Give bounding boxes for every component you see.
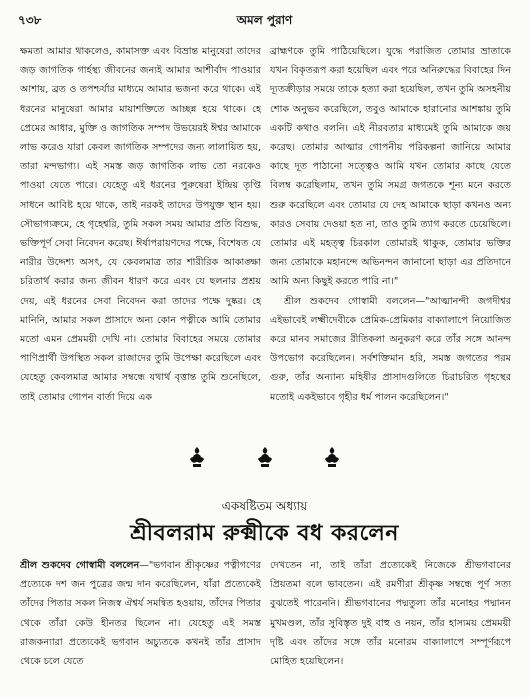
- top-right-column: [270, 42, 511, 424]
- bottom-right-column: [270, 556, 511, 690]
- top-left-column: [20, 42, 261, 424]
- bottom-left-column: [20, 556, 261, 690]
- page-number: ৭৩৮: [18, 13, 42, 27]
- body-paragraph: ক্ষমতা আমার থাকলেও, কামাসক্ত এবং বিভ্রান্ত মানুষেরা তাদের জড় জাগতিক গার্হস্থ্য জীবনের জন্যই আমার আশীর্বাদ পাওয়ার আশায়, ব্রত ও তপশ্চর্যার মাধ্যমে আমার ভজনা করে থাকে। এই ধরনের মানুষেরা আমার মায়াশক্তিতে আচ্ছন্ন হয়ে থাকে। হে প্রেমের আধার, মুক্তি ও জাগতিক সম্পদ উভয়েরই ঈশ্বর আমাকে লাভ করেও যারা কেবল জাগতিক সম্পদের জন্য লালায়িত হয়, তারা মন্দভাগ্য। এই সমস্ত জড় জাগতিক লাভ তো নরকেও পাওয়া যেতে পারে। যেহেতু এই ধরনের পুরুষেরা ইন্দ্রিয় তৃপ্তি সাধনে আবিষ্ট হয়ে থাকে, তাই নরকই তাদের উপযুক্ত স্থান হয়। সৌভাগ্যক্রমে, হে গৃহেশ্বরি, তুমি সকল সময় আমার প্রতি বিশুদ্ধ, ভক্তিপূর্ণ সেবা নিবেদন করেছ। ঈর্ষাপরায়ণদের পক্ষে, বিশেষত যে নারীর উদ্দেশ্য অসৎ, যে কেবলমাত্র তার শারীরিক আকাঙ্ক্ষা চরিতার্থ করার জন্য জীবন ধারণ করে এবং যে ছলনার প্রশ্রয় দেয়, এই ধরনের সেবা নিবেদন করা তাদের পক্ষে দুষ্কর। হে মানিনি, আমার সকল প্রাসাদে অন্য কোন পত্নীকে আমি তোমার মতো এমন প্রেমময়ী দেখি না। তোমার বিবাহের সময়ে তোমার পাণিপ্রার্থী উপস্থিত সকল রাজাদের তুমি উপেক্ষা করেছিলে এবং যেহেতু কেবলমাত্র আমার সম্বন্ধে যথার্থ বৃত্তান্ত তুমি শুনেছিলে, তাই তোমার গোপন বার্তা দিয়ে এক: [20, 46, 261, 403]
- speaker-name: শ্রীল শুকদেব গোস্বামী বললেন: [20, 560, 140, 571]
- body-paragraph: ব্রাহ্মণকে তুমি পাঠিয়েছিলে। যুদ্ধে পরাজিত তোমার ভ্রাতাকে যখন বিকৃতরূপ করা হয়েছিল এবং পরে অনিরুদ্ধের বিবাহের দিন দ্যূতক্রীড়ার সময়ে তাকে হত্যা করা হয়েছিল, তখন তুমি অসহনীয় শোক অনুভব করেছিলে, তবুও আমাকে হারানোর আশঙ্কায় তুমি একটি কথাও বলনি। এই নীরবতার মাধ্যমেই তুমি আমাকে জয় করেছ। তোমার আত্মার গোপনীয় পরিকল্পনা জানিয়ে আমার কাছে দূত পাঠানো সত্ত্বেও আমি যখন তোমার কাছে যেতে বিলম্ব করেছিলাম, তখন তুমি সমগ্র জগতকে শূন্য মনে করতে শুরু করেছিলে এবং তোমার যে দেহ আমাকে ছাড়া কখনও অন্য কারও সেবায় দেওয়া হত না, তাও তুমি ত্যাগ করতে চেয়েছিলে। তোমার এই মহত্ত্ব চিরকাল তোমারই থাকুক, তোমার ভক্তির জন্য তোমাকে মহানন্দে অভিনন্দন জানানো ছাড়া এর প্রতিদানে আমি অন্য কিছুই করতে পারি না।": [270, 46, 511, 288]
- page-header: [18, 12, 511, 32]
- body-paragraph: [20, 556, 261, 671]
- chapter-title: শ্রীবলরাম রুক্মীকে বধ করলেন: [130, 520, 399, 546]
- body-paragraph: শ্রীল শুকদেব গোস্বামী বললেন—"আত্মানন্দী জগদীশ্বর এইভাবেই লক্ষ্মীদেবীকে প্রেমিক-প্রেমিকার বাক্যালাপে নিয়োজিত করে মানব সমাজের রীতিকলা অনুকরণ করে তাঁর সঙ্গে আনন্দ উপভোগ করেছিলেন। সর্বশক্তিমান হরি, সমস্ত জগতের পরম গুরু, তাঁর অন্যান্য মহিষীর প্রাসাদগুলিতে চিরাচরিত গৃহস্থের মতোই একইভাবে গৃহীর ধর্ম পালন করেছিলেন।": [270, 295, 511, 403]
- ornament-icon: [188, 446, 206, 468]
- chapter-number: একষষ্টিতম অধ্যায়: [221, 499, 308, 513]
- paragraph-text: —"ভগবান শ্রীকৃষ্ণের পত্নীগণের প্রত্যেকে দশ জন পুত্রের জন্ম দান করেছিলেন, যাঁরা প্রত্যেকেই তাঁদের পিতার সকল নিজস্ব ঐশ্বর্য সমন্বিত হওয়ায়, তাঁদের পিতার থেকে তাঁরা কেউ হীনতর ছিলেন না। যেহেতু এই সমস্ত রাজকন্যারা প্রত্যেকেই ভগবান অচ্যুতকে কখনই তাঁর প্রাসাদ থেকে চলে যেতে: [20, 560, 261, 668]
- ornament-icon: [256, 446, 274, 468]
- running-head: অমল পুরাণ: [236, 13, 293, 27]
- body-paragraph: দেখতেন না, তাই তাঁরা প্রত্যেকেই নিজেকে শ্রীভগবানের প্রিয়তমা বলে ভাবতেন। এই রমণীরা শ্রীকৃষ্ণ সম্বন্ধে পূর্ণ সত্য বুঝতেই পারেননি। শ্রীভগবানের পদ্মতুল্য তাঁর মনোহর পদ্মানন মুখমণ্ডল, তাঁর সুবিস্তৃত দুই বাহু ও নয়ন, তাঁর হাস্যময় প্রেমময়ী দৃষ্টি এবং তাঁদের সঙ্গে তাঁর মনোরম বাক্যালাপে সম্পূর্ণরূপে মোহিত হয়েছিলেন।: [270, 560, 511, 668]
- section-ornaments: [0, 446, 529, 472]
- ornament-icon: [323, 446, 341, 468]
